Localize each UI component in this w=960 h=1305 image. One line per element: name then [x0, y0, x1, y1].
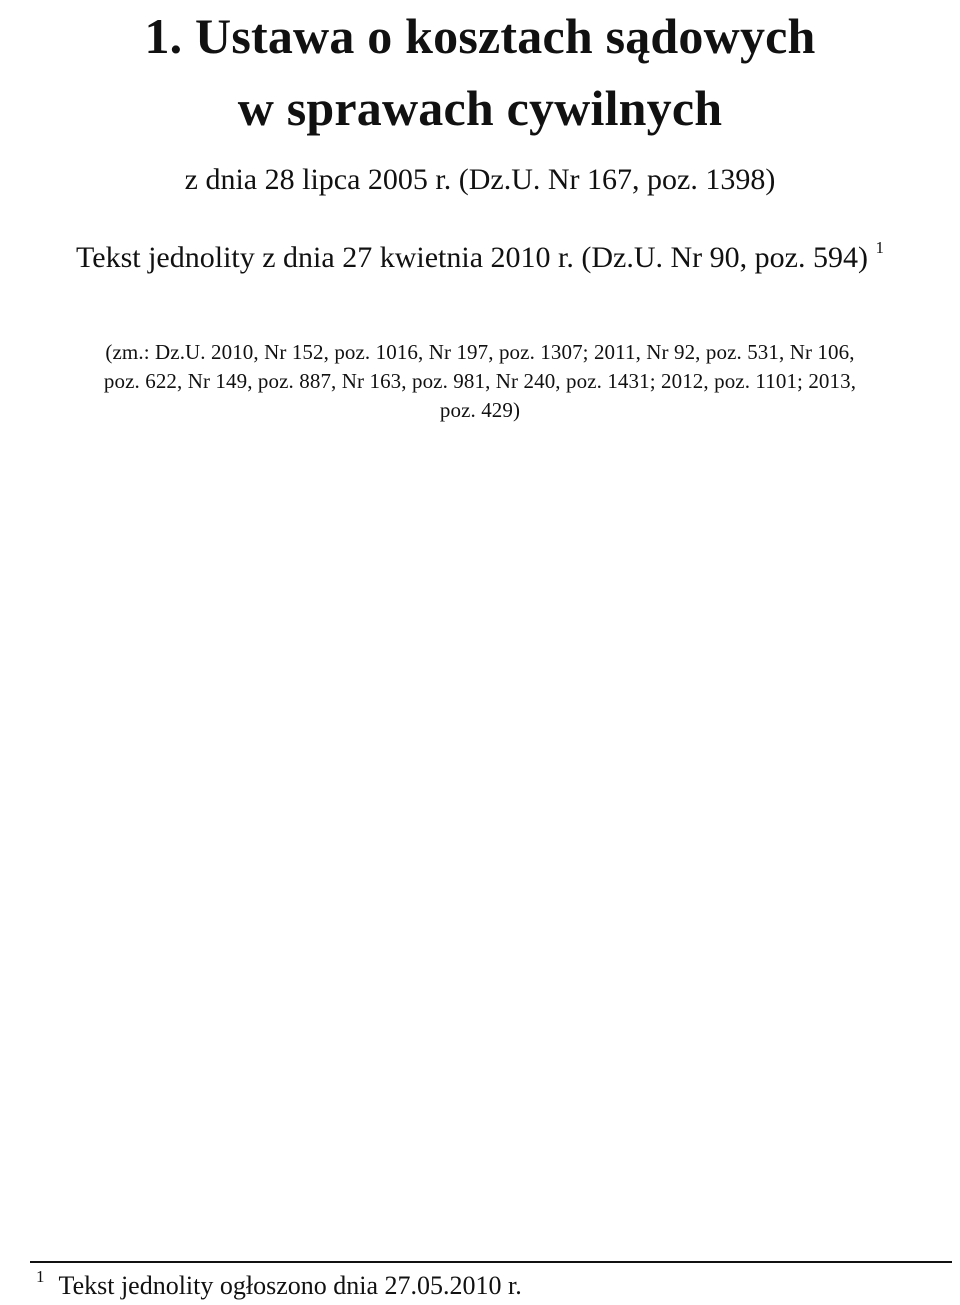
footnote-text: Tekst jednolity ogłoszono dnia 27.05.2010 r. [58, 1271, 522, 1300]
enactment-info: z dnia 28 lipca 2005 r. (Dz.U. Nr 167, poz. 1398) [184, 163, 776, 196]
amendments-list [0, 338, 960, 425]
footnote-reference: 1 [875, 238, 884, 257]
consolidated-text: Tekst jednolity z dnia 27 kwietnia 2010 r. (Dz.U. Nr 90, poz. 594) [76, 241, 868, 274]
title-line-2: w sprawach cywilnych [237, 80, 723, 136]
title-line-1: 1. Ustawa o kosztach sądowych [144, 8, 816, 64]
footnote-marker: 1 [36, 1267, 45, 1286]
footnote-divider [30, 1261, 952, 1263]
footnote [36, 1268, 936, 1304]
amendments-line-2: poz. 622, Nr 149, poz. 887, Nr 163, poz. 981, Nr 240, poz. 1431; 2012, poz. 1101; 2013, [103, 369, 857, 393]
consolidated-text-info [40, 236, 920, 280]
document-title [0, 0, 960, 144]
amendments-line-3: poz. 429) [439, 398, 521, 422]
amendments-line-1: (zm.: Dz.U. 2010, Nr 152, poz. 1016, Nr 197, poz. 1307; 2011, Nr 92, poz. 531, Nr 106, [105, 340, 855, 364]
